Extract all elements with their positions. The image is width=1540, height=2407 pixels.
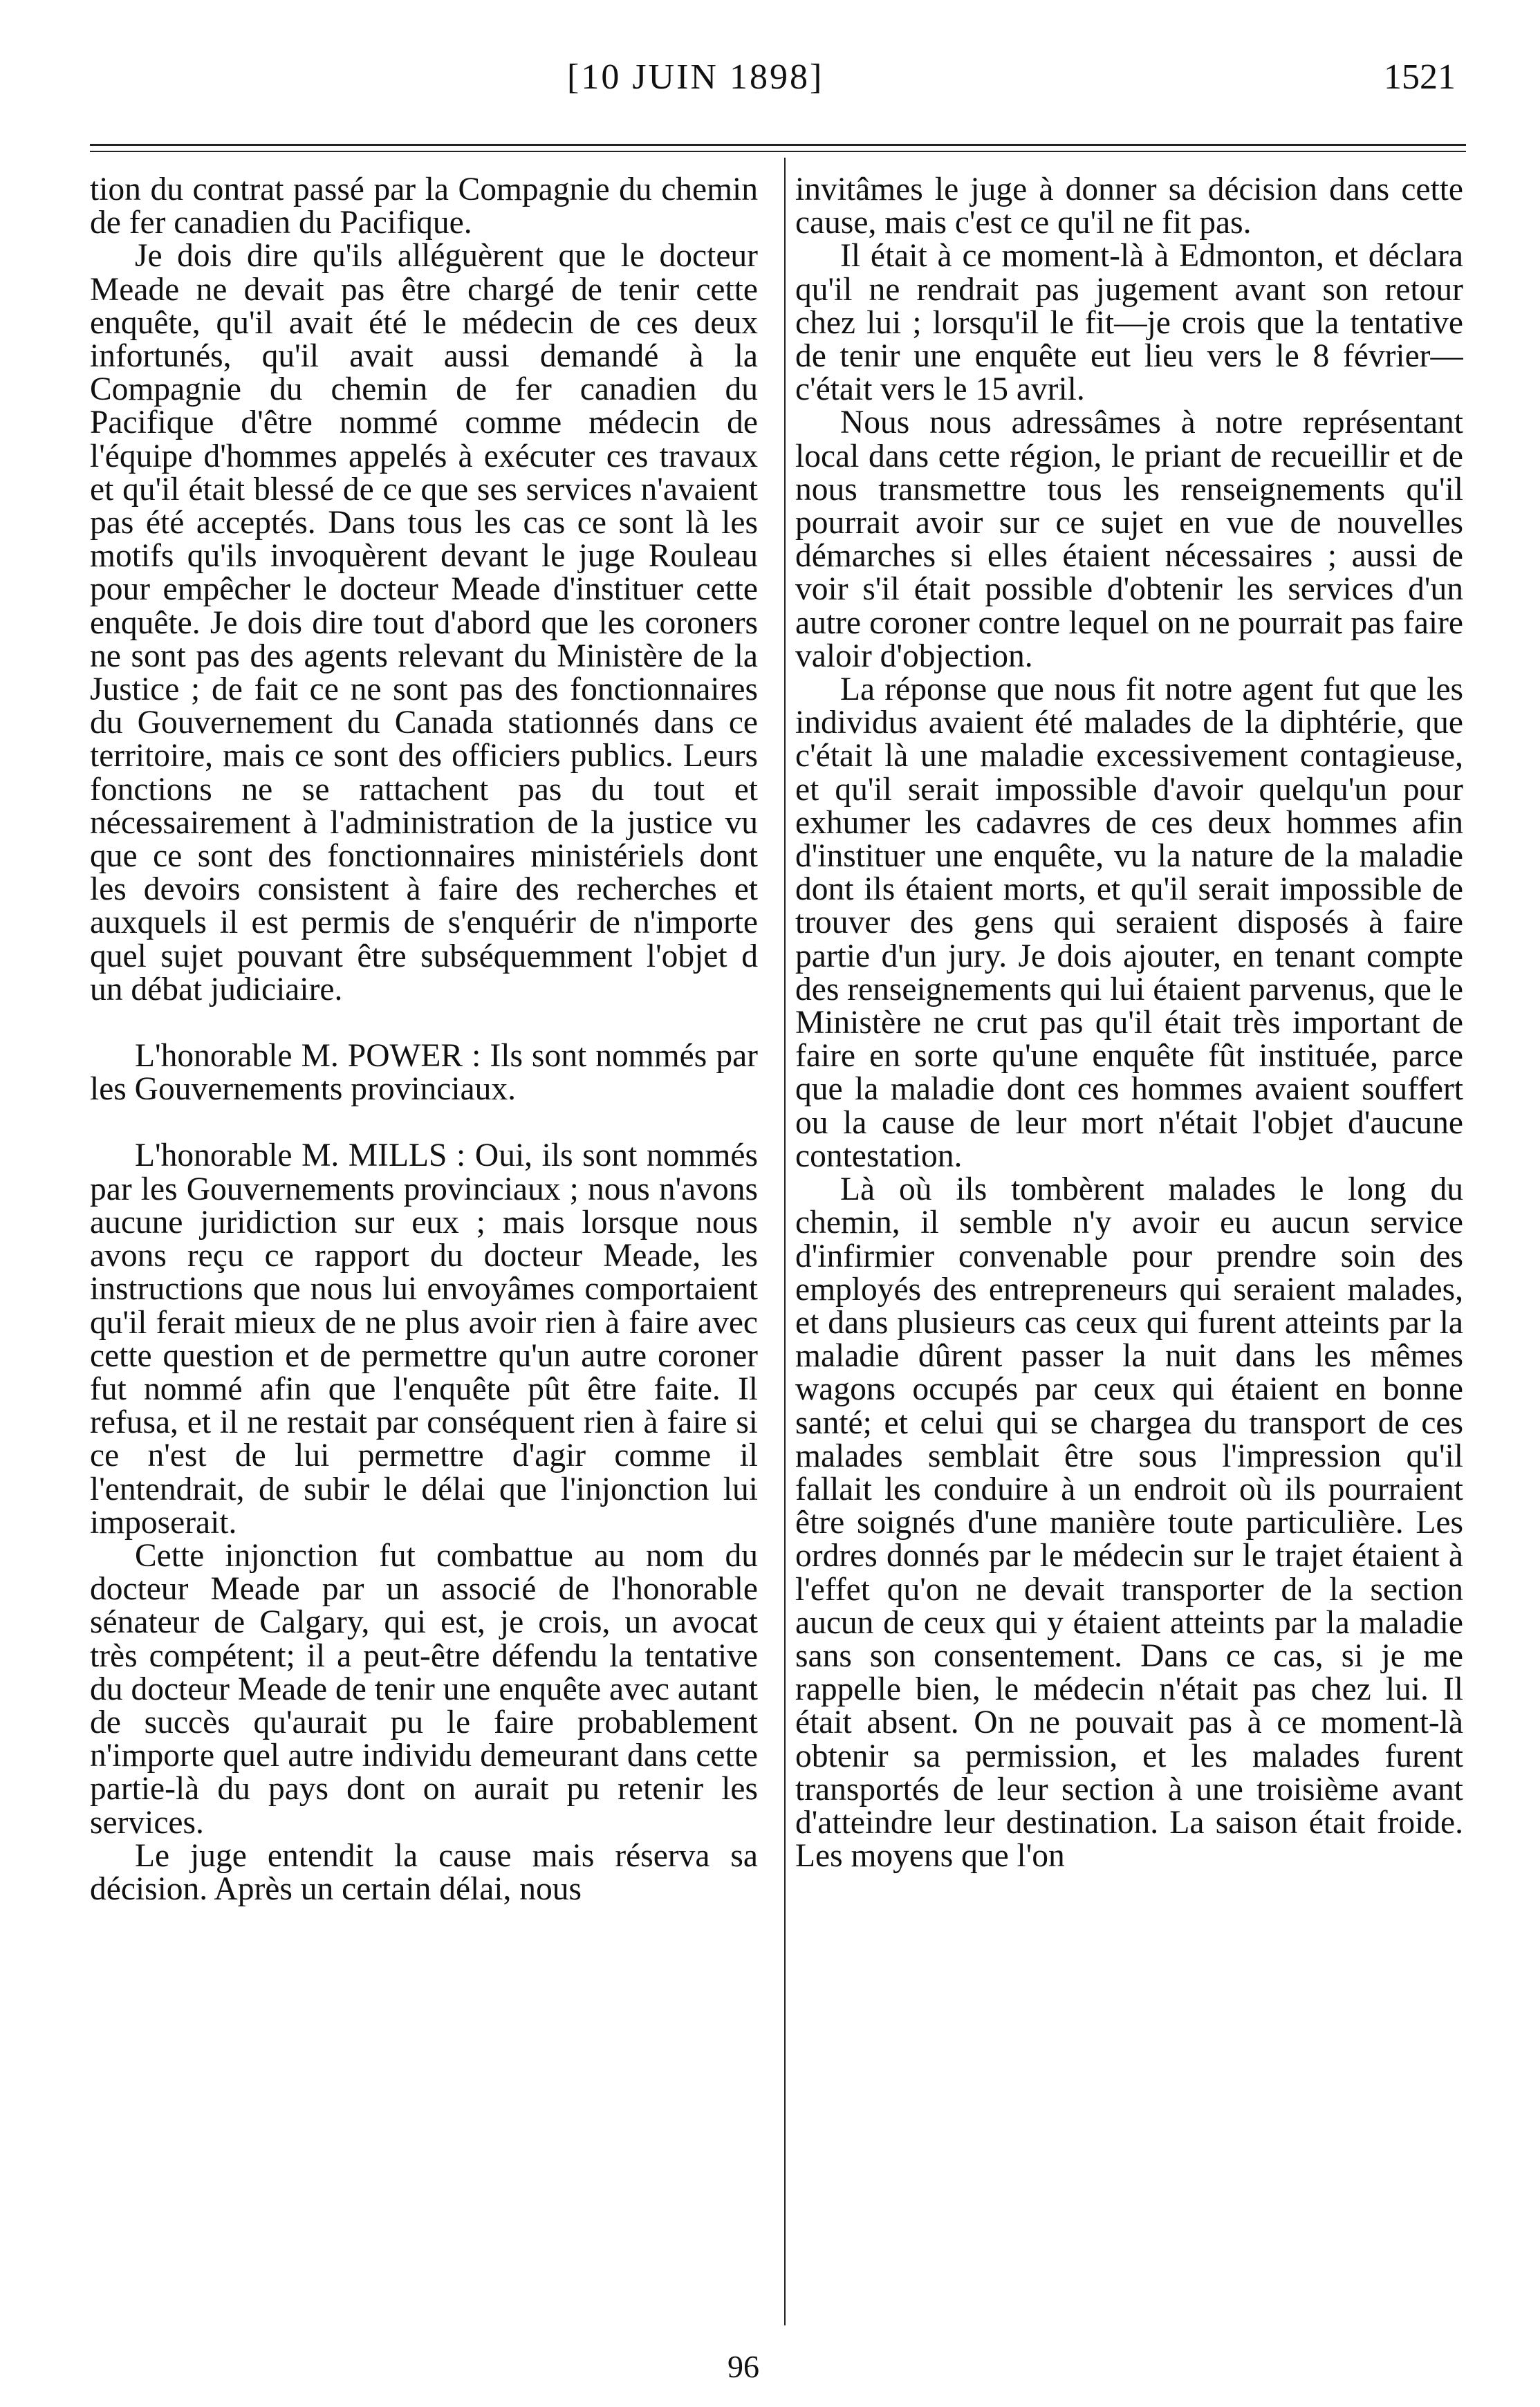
page-number: 1521: [1384, 57, 1456, 97]
column-divider: [784, 158, 786, 2325]
running-header-date: [10 JUIN 1898]: [567, 57, 824, 97]
paragraph: invitâmes le juge à donner sa décision dans cette cause, mais c'est ce qu'il ne fit pas.: [795, 173, 1463, 241]
left-column: [90, 173, 758, 2327]
paragraph: tion du contrat passé par la Compagnie du chemin de fer canadien du Pacifique.: [90, 173, 758, 241]
header-rule: [90, 144, 1466, 146]
paragraph: Je dois dire qu'ils alléguèrent que le docteur Meade ne devait pas être chargé de tenir cette enquête, qu'il avait été le médecin de ces deux infortunés, qu'il avait aussi demandé à la Compagnie du chemin de fer canadien du Pacifique d'être nommé comme médecin de l'équipe d'hommes appelés à exécuter ces travaux et qu'il était blessé de ce que ses services n'avaient pas été acceptés. Dans tous les cas ce sont là les motifs qu'ils invoquèrent devant le juge Rouleau pour empêcher le docteur Meade d'instituer cette enquête. Je dois dire tout d'abord que les coroners ne sont pas des agents relevant du Ministère de la Justice ; de fait ce ne sont pas des fonctionnaires du Gouvernement du Canada stationnés dans ce territoire, mais ce sont des officiers publics. Leurs fonctions ne se rattachent pas du tout et nécessairement à l'administration de la justice vu que ce sont des fonctionnaires ministériels dont les devoirs consistent à faire des recherches et auxquels il est permis de s'enquérir de n'importe quel sujet pouvant être subséquemment l'objet d un débat judiciaire.: [90, 238, 758, 1007]
paragraph: Cette injonction fut combattue au nom du docteur Meade par un associé de l'honorable sénateur de Calgary, qui est, je crois, un avocat très compétent; il a peut-être défendu la tentative du docteur Meade de tenir une enquête avec autant de succès qu'aurait pu le faire probablement n'importe quel autre individu demeurant dans cette partie-là du pays dont on aurait pu retenir les services.: [90, 1537, 758, 1841]
paragraph: Il était à ce moment-là à Edmonton, et déclara qu'il ne rendrait pas jugement avant son retour chez lui ; lorsqu'il le fit—je crois que la tentative de tenir une enquête eut lieu vers le 8 février—c'était vers le 15 avril.: [795, 238, 1463, 408]
folio-number: 96: [727, 2349, 759, 2384]
speaker-paragraph-power: L'honorable M. POWER : Ils sont nommés par les Gouvernements provinciaux.: [90, 1038, 758, 1108]
right-column: [795, 173, 1463, 2327]
paragraph: Le juge entendit la cause mais réserva sa décision. Après un certain délai, nous: [90, 1837, 758, 1907]
paragraph: La réponse que nous fit notre agent fut que les individus avaient été malades de la diphtérie, que c'était là une maladie excessivement contagieuse, et qu'il serait impossible d'avoir quelqu'un pour exhumer les cadavres de ces deux hommes afin d'instituer une enquête, vu la nature de la maladie dont ils étaient morts, et qu'il serait impossible de trouver des gens qui seraient disposés à faire partie d'un jury. Je dois ajouter, en tenant compte des renseignements qui lui étaient parvenus, que le Ministère ne crut pas qu'il était très important de faire en sorte qu'une enquête fût instituée, parce que la maladie dont ces hommes avaient souffert ou la cause de leur mort n'était l'objet d'aucune contestation.: [795, 671, 1463, 1174]
paragraph: Là où ils tombèrent malades le long du chemin, il semble n'y avoir eu aucun service d'infirmier convenable pour prendre soin des employés des entrepreneurs qui seraient malades, et dans plusieurs cas ceux qui furent atteints par la maladie dûrent passer la nuit dans les mêmes wagons occupés par ceux qui étaient en bonne santé; et celui qui se chargea du transport de ces malades semblait être sous l'impression qu'il fallait les conduire à un endroit où ils pourraient être soignés d'une manière toute particulière. Les ordres donnés par le médecin sur le trajet étaient à l'effet qu'on ne devait transporter de la section aucun de ceux qui y étaient atteints par la maladie sans son consentement. Dans ce cas, si je me rappelle bien, le médecin n'était pas chez lui. Il était absent. On ne pouvait pas à ce moment-là obtenir sa permission, et les malades furent transportés de leur section à une troisième avant d'atteindre leur destination. La saison était froide. Les moyens que l'on: [795, 1171, 1463, 1875]
speaker-paragraph-mills: L'honorable M. MILLS : Oui, ils sont nommés par les Gouvernements provinciaux ; nous n'avons aucune juridiction sur eux ; mais lorsque nous avons reçu ce rapport du docteur Meade, les instructions que nous lui envoyâmes comportaient qu'il ferait mieux de ne plus avoir rien à faire avec cette question et de permettre qu'un autre coroner fut nommé afin que l'enquête pût être faite. Il refusa, et il ne restait par conséquent rien à faire si ce n'est de lui permettre d'agir comme il l'entendrait, de subir le délai que l'injonction lui imposerait.: [90, 1137, 758, 1541]
paragraph: Nous nous adressâmes à notre représentant local dans cette région, le priant de recueillir et de nous transmettre tous les renseignements qu'il pourrait avoir sur ce sujet en vue de nouvelles démarches si elles étaient nécessaires ; aussi de voir s'il était possible d'obtenir les services d'un autre coroner contre lequel on ne pourrait pas faire valoir d'objection.: [795, 405, 1463, 674]
header-rule-thin: [90, 151, 1466, 152]
